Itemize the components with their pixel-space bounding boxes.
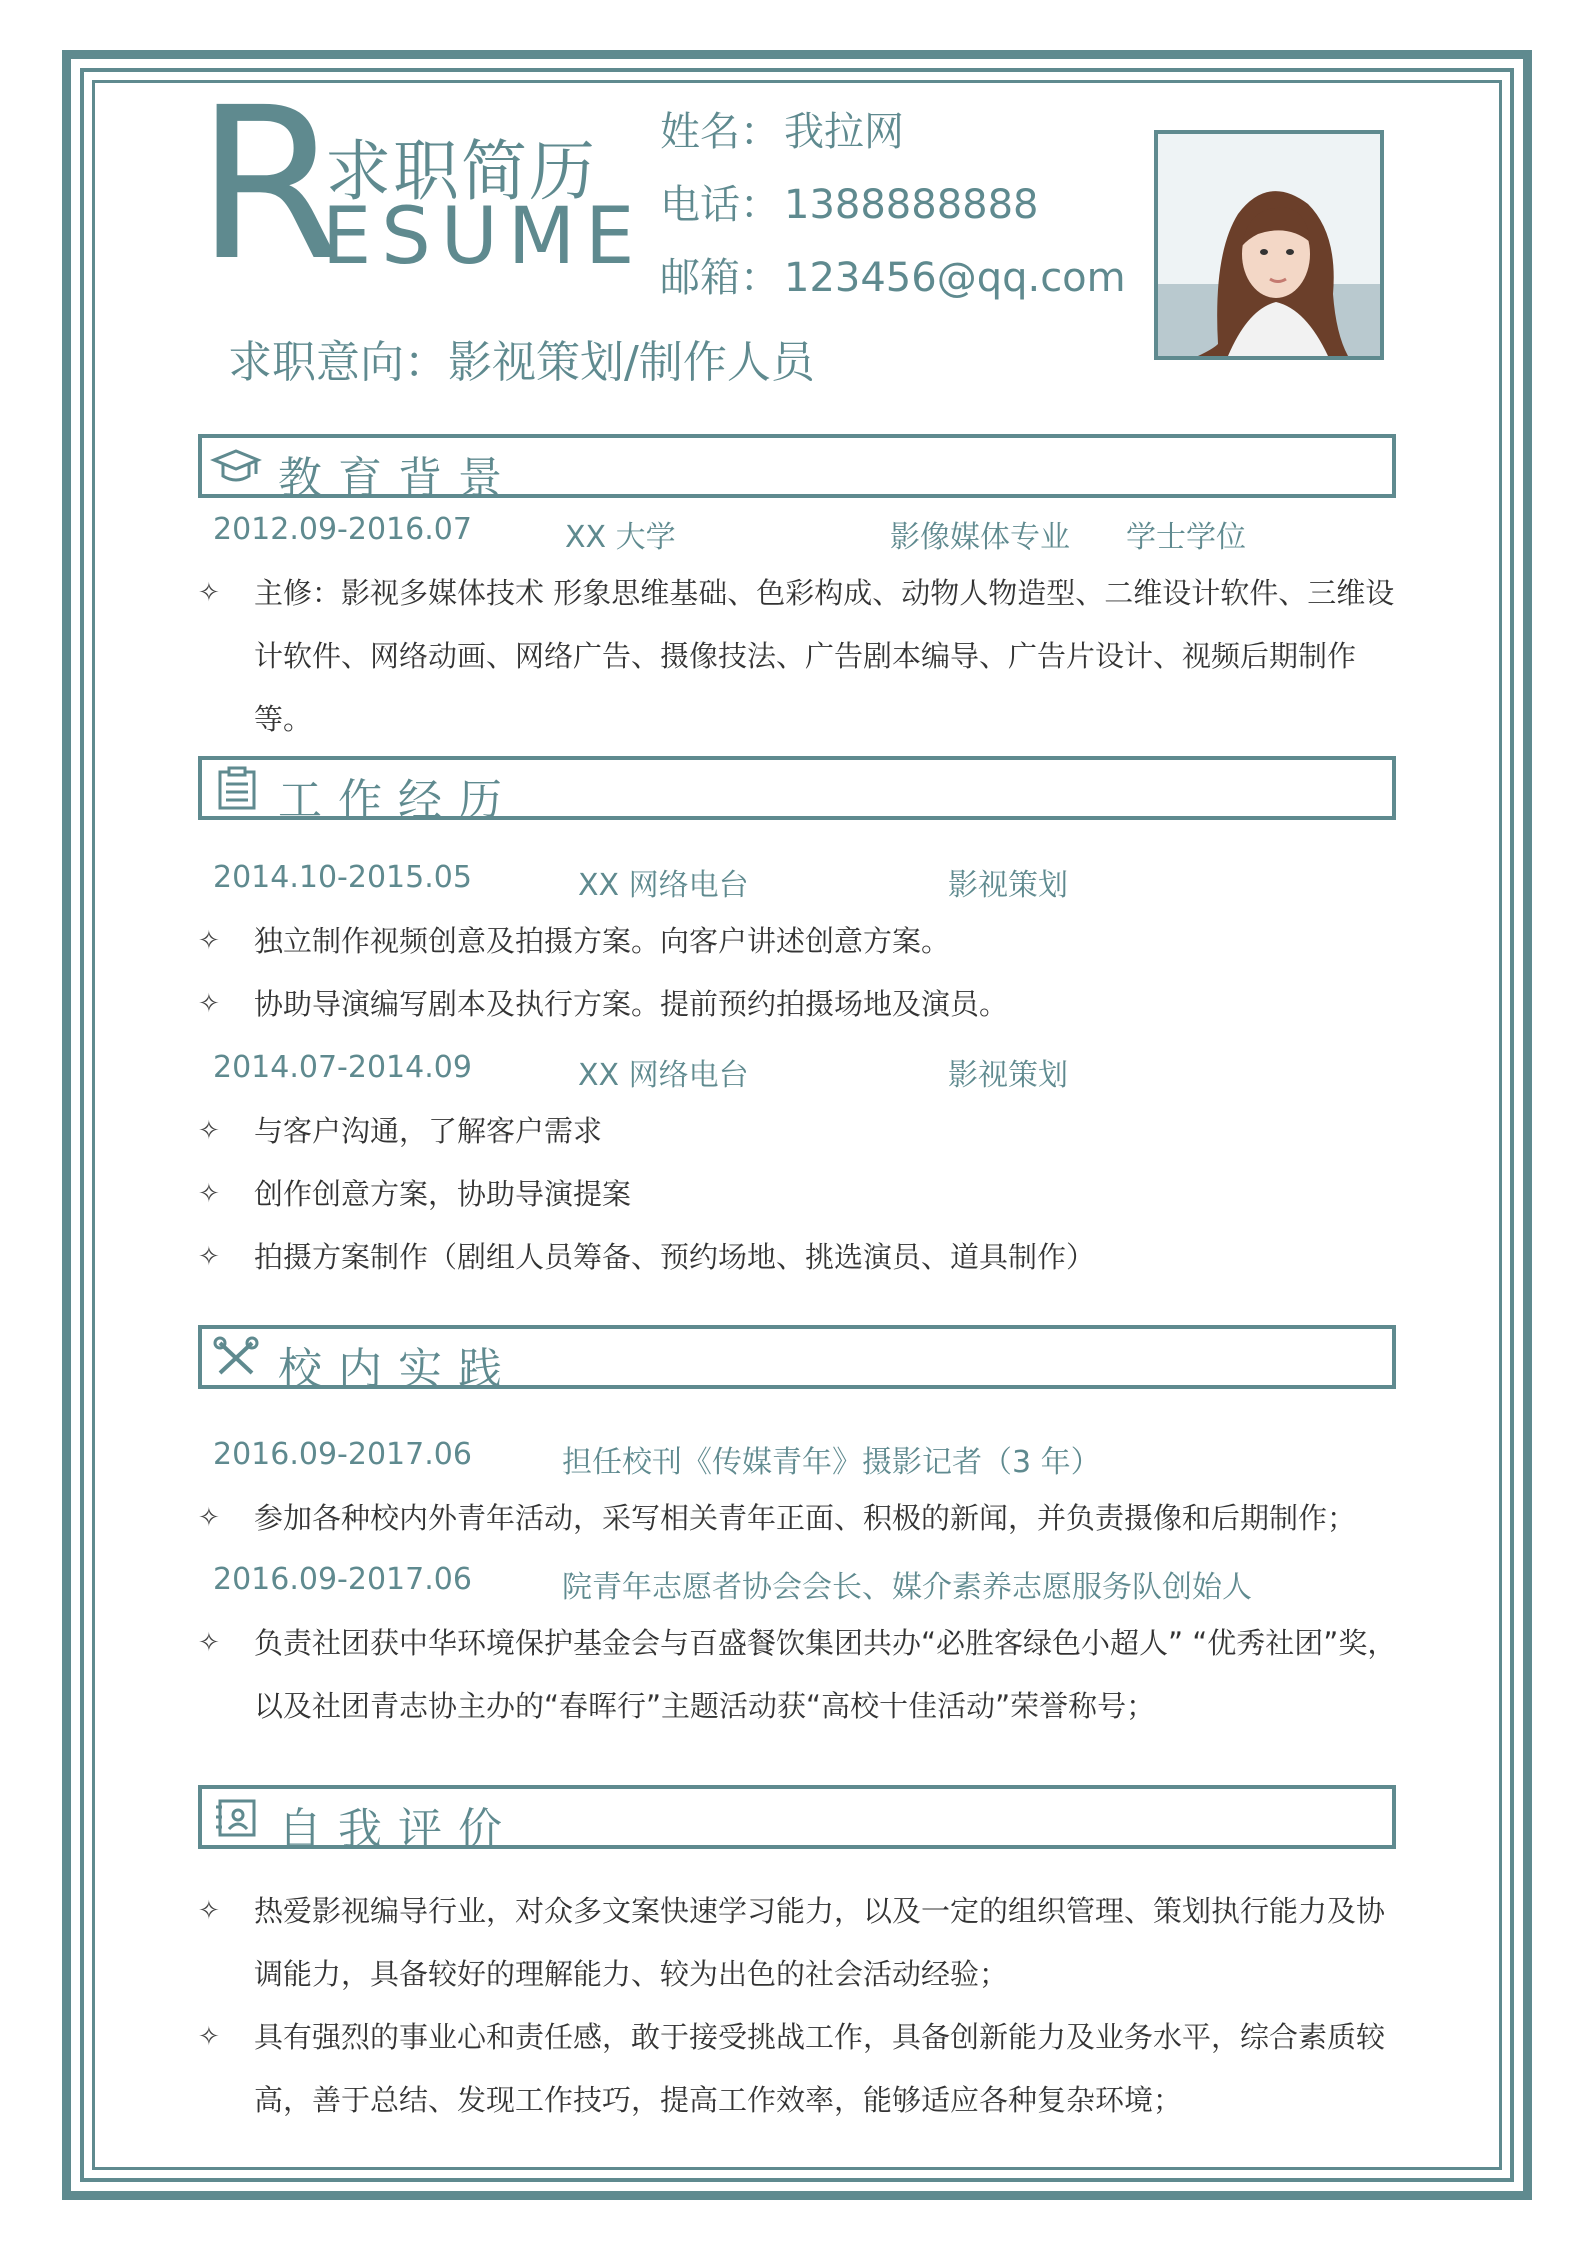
job-1-duty-1 (198, 910, 1398, 973)
four-point-star-icon: ✧ (198, 578, 220, 608)
section-work-title: 工作经历 (278, 775, 518, 826)
edu-school: XX 大学 (565, 520, 676, 555)
email-line (660, 246, 1126, 303)
section-education-title: 教育背景 (278, 453, 518, 504)
job-1-duty-2-text: 协助导演编写剧本及执行方案。提前预约拍摄场地及演员。 (254, 987, 1009, 1021)
campus-2-desc (198, 1612, 1398, 1738)
four-point-star-icon: ✧ (198, 989, 220, 1019)
profile-card-icon (210, 1795, 262, 1839)
job-2-duty-2 (198, 1163, 1398, 1226)
profile-photo (1154, 130, 1384, 360)
job-1-period: 2014.10-2015.05 (213, 860, 472, 895)
job-2-role: 影视策划 (948, 1058, 1068, 1093)
campus-2-period: 2016.09-2017.06 (213, 1562, 472, 1597)
job-2-duty-1 (198, 1100, 1398, 1163)
edu-major: 影像媒体专业 (890, 520, 1070, 555)
job-1-duty-1-text: 独立制作视频创意及拍摄方案。向客户讲述创意方案。 (254, 924, 951, 958)
four-point-star-icon: ✧ (198, 1628, 220, 1658)
name-value: 我拉网 (784, 109, 904, 155)
phone-line (660, 173, 1039, 230)
section-education-header (198, 434, 1396, 504)
campus-2-desc-text: 负责社团获中华环境保护基金会与百盛餐饮集团共办“必胜客绿色小超人” “优秀社团”奖，以及社团青志协主办的“春晖行”主题活动获“高校十佳活动”荣誉称号； (254, 1626, 1397, 1723)
section-self-title: 自我评价 (278, 1804, 518, 1855)
campus-2-role: 院青年志愿者协会会长、媒介素养志愿服务队创始人 (562, 1570, 1252, 1605)
email-value: 123456@qq.com (784, 255, 1126, 301)
graduation-cap-icon (210, 444, 262, 488)
four-point-star-icon: ✧ (198, 2022, 220, 2052)
campus-1-role: 担任校刊《传媒青年》摄影记者（3 年） (562, 1445, 1101, 1480)
job-2-period: 2014.07-2014.09 (213, 1050, 472, 1085)
email-label: 邮箱： (660, 255, 780, 301)
phone-label: 电话： (660, 182, 780, 228)
edu-degree: 学士学位 (1126, 520, 1246, 555)
job-2-duty-3 (198, 1226, 1398, 1289)
campus-1-desc-text: 参加各种校内外青年活动，采写相关青年正面、积极的新闻，并负责摄像和后期制作； (254, 1501, 1357, 1535)
job-2-duty-3-text: 拍摄方案制作（剧组人员筹备、预约场地、挑选演员、道具制作） (254, 1240, 1096, 1274)
section-work-header (198, 756, 1396, 826)
logo-word: ESUME (322, 192, 645, 282)
job-2-duty-2-text: 创作创意方案，协助导演提案 (254, 1177, 632, 1211)
tools-icon (210, 1335, 262, 1379)
edu-courses-text: 主修：影视多媒体技术 形象思维基础、色彩构成、动物人物造型、二维设计软件、三维设计软件、网络动画、网络广告、摄像技法、广告剧本编导、广告片设计、视频后期制作等。 (254, 576, 1395, 736)
job-1-company: XX 网络电台 (578, 868, 749, 903)
four-point-star-icon: ✧ (198, 1503, 220, 1533)
edu-courses (198, 562, 1398, 751)
section-self-header (198, 1785, 1396, 1855)
job-2-duty-1-text: 与客户沟通，了解客户需求 (254, 1114, 603, 1148)
job-1-role: 影视策划 (948, 868, 1068, 903)
clipboard-list-icon (210, 766, 262, 810)
campus-1-period: 2016.09-2017.06 (213, 1437, 472, 1472)
self-item-2 (198, 2006, 1398, 2132)
job-2-company: XX 网络电台 (578, 1058, 749, 1093)
self-item-1 (198, 1880, 1398, 2006)
four-point-star-icon: ✧ (198, 1116, 220, 1146)
phone-value: 1388888888 (784, 182, 1039, 228)
section-campus-title: 校内实践 (278, 1344, 518, 1395)
name-line (660, 100, 904, 157)
four-point-star-icon: ✧ (198, 1242, 220, 1272)
job-1-duty-2 (198, 973, 1398, 1036)
name-label: 姓名： (660, 109, 780, 155)
section-campus-header (198, 1325, 1396, 1395)
edu-period: 2012.09-2016.07 (213, 512, 472, 547)
logo-letter: R (196, 62, 342, 307)
job-intent: 求职意向：影视策划/制作人员 (228, 337, 815, 388)
self-item-2-text: 具有强烈的事业心和责任感，敢于接受挑战工作，具备创新能力及业务水平，综合素质较高，善于总结、发现工作技巧，提高工作效率，能够适应各种复杂环境； (254, 2020, 1386, 2117)
four-point-star-icon: ✧ (198, 1896, 220, 1926)
logo-title: 求职简历 (325, 133, 597, 210)
self-item-1-text: 热爱影视编导行业，对众多文案快速学习能力，以及一定的组织管理、策划执行能力及协调能力，具备较好的理解能力、较为出色的社会活动经验； (254, 1894, 1386, 1991)
campus-1-desc (198, 1487, 1398, 1550)
four-point-star-icon: ✧ (198, 1179, 220, 1209)
four-point-star-icon: ✧ (198, 926, 220, 956)
